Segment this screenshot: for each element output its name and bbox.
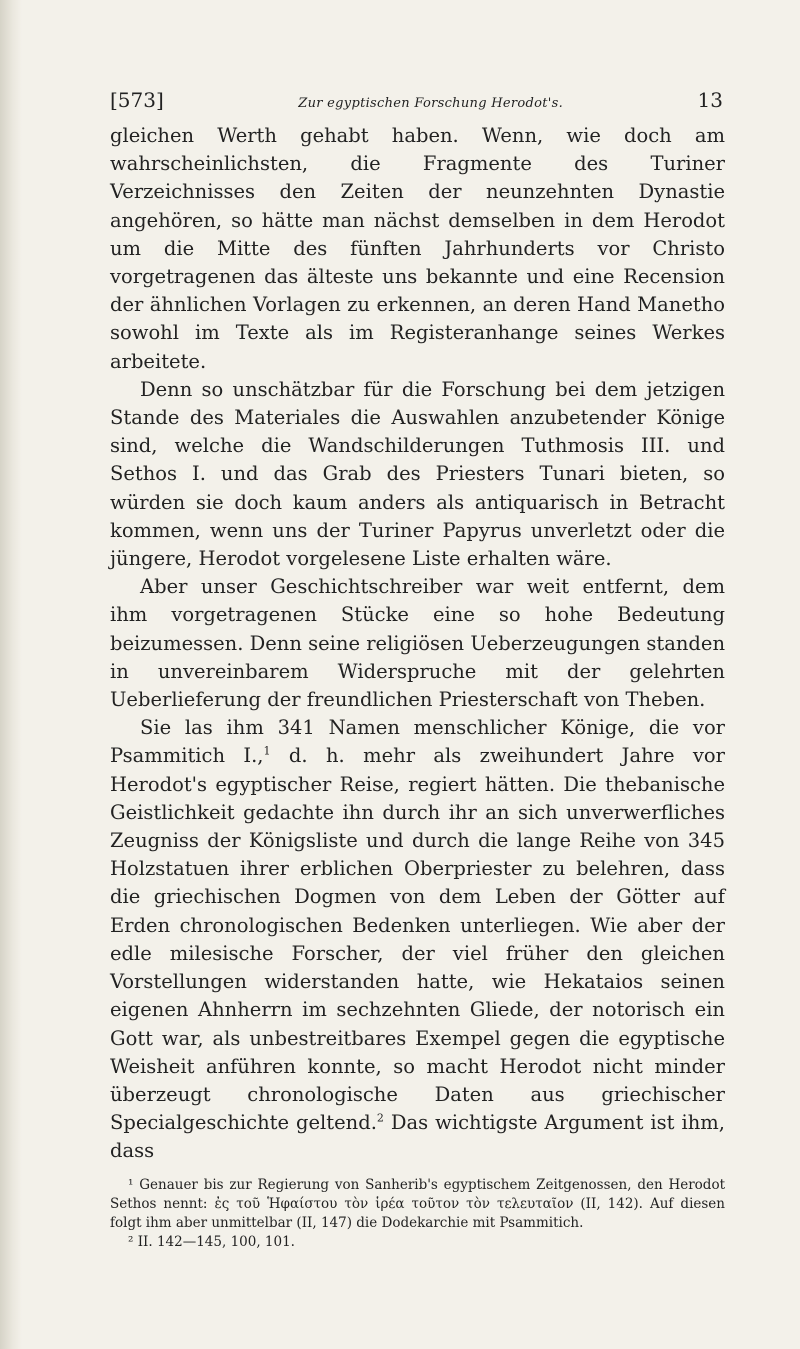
book-spine-shadow [0, 0, 22, 1349]
running-header [110, 88, 725, 114]
page-number: 13 [697, 88, 723, 112]
paragraph-text: Sie las ihm 341 Namen menschlicher Könige, die vor Psammitich I., [110, 716, 725, 768]
paragraph: Aber unser Geschichtschreiber war weit entfernt, dem ihm vorgetragenen Stücke eine so hohe Bedeutung beizumessen. Denn seine religiösen Ueberzeugungen standen in unvereinbarem Widerspruche mit der gelehrten Ueberlieferung der freundlichen Priesterschaft von Theben. [110, 575, 725, 712]
footnote-marker: 2 [376, 1111, 384, 1125]
book-page [110, 88, 725, 1252]
running-title: Zur egyptischen Forschung Herodot's. [298, 96, 564, 111]
paragraph: Denn so unschätzbar für die Forschung bei dem jetzigen Stande des Materiales die Auswahlen anzubetender Könige sind, welche die Wandschilderungen Tuthmosis III. und Sethos I. und das Grab des Priesters Tunari bieten, so würden sie doch kaum anders als antiquarisch in Betracht kommen, wenn uns der Turiner Papyrus unverletzt oder die jüngere, Herodot vorgelesene Liste erhalten wäre. [110, 377, 725, 571]
footnote-marker: 1 [263, 744, 271, 758]
paragraph [110, 714, 725, 1165]
paragraph: gleichen Werth gehabt haben. Wenn, wie doch am wahrscheinlichsten, die Fragmente des Turiner Verzeichnisses den Zeiten der neunzehnten Dynastie angehören, so hätte man nächst demselben in dem Herodot um die Mitte des fünften Jahrhunderts vor Christo vorgetragenen das älteste uns bekannte und eine Recension der ähnlichen Vorlagen zu erkennen, an deren Hand Manetho sowohl im Texte als im Registeranhange seines Werkes arbeitete. [110, 124, 725, 373]
footnote: ¹ Genauer bis zur Regierung von Sanherib's egyptischem Zeitgenossen, den Herodot Sethos nennt: ἐς τοῦ Ἡφαίστου τὸν ἱρέα τοῦτον τὸν τελευταῖον (II, 142). Auf diesen folgt ihm aber unmittelbar (II, 147) die Dodekarchie mit Psammitich. [110, 1176, 725, 1231]
footnotes [110, 1176, 725, 1252]
paragraph-text: Das wichtigste Argument ist ihm, dass [110, 1111, 725, 1163]
paragraph-text: d. h. mehr als zweihundert Jahre vor Herodot's egyptischer Reise, regiert hätten. Die thebanische Geistlichkeit gedachte ihn durch ihr an sich unverwerfliches Zeugniss der Königsliste und durch die lange Reihe von 345 Holzstatuen ihrer erblichen Oberpriester zu belehren, dass die griechischen Dogmen von dem Leben der Götter auf Erden chronologischen Bedenken unterliegen. Wie aber der edle milesische Forscher, der viel früher den gleichen Vorstellungen widerstanden hatte, wie Hekataios seinen eigenen Ahnherrn im sechzehnten Gliede, der notorisch ein Gott war, als unbestreitbares Exempel gegen die egyptische Weisheit anführen konnte, so macht Herodot nicht minder überzeugt chronologische Daten aus griechischer Specialgeschichte geltend. [110, 744, 725, 1135]
footnote: ² II. 142—145, 100, 101. [128, 1233, 295, 1250]
page-reference: [573] [110, 88, 164, 112]
main-text [110, 122, 725, 1166]
